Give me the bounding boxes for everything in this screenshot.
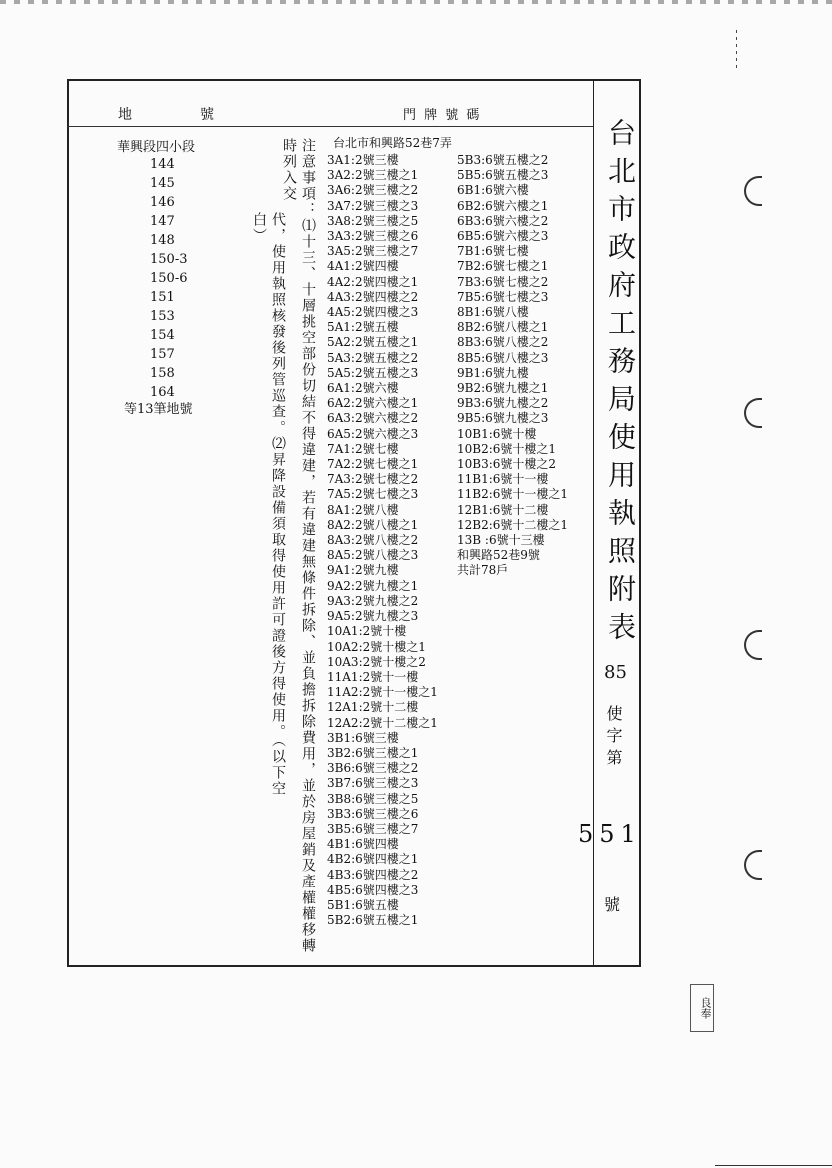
unit-entry: 9A1:2號九樓 bbox=[327, 563, 399, 578]
unit-entry: 4A1:2號四樓 bbox=[327, 259, 399, 274]
unit-entry: 6B5:6號六樓之3 bbox=[457, 229, 549, 244]
lot-number: 153 bbox=[150, 309, 175, 324]
unit-entry: 6B3:6號六樓之2 bbox=[457, 213, 549, 228]
unit-entry: 7A3:2號七樓之2 bbox=[327, 472, 419, 487]
unit-entry: 5B2:6號五樓之1 bbox=[327, 913, 419, 928]
lot-number: 150-3 bbox=[150, 252, 188, 267]
license-suffix: 號 bbox=[604, 895, 621, 914]
unit-entry: 8B2:6號八樓之1 bbox=[457, 320, 549, 335]
unit-entry: 5B5:6號五樓之3 bbox=[457, 168, 549, 183]
scan-edge-marks bbox=[0, 0, 832, 4]
binder-hole-4 bbox=[744, 850, 762, 880]
unit-entry: 12A1:2號十二樓 bbox=[327, 700, 419, 715]
unit-entry: 3A5:2號三樓之7 bbox=[327, 244, 419, 259]
unit-entry: 6A3:2號六樓之2 bbox=[327, 411, 419, 426]
unit-column-b bbox=[457, 153, 568, 579]
unit-entry: 8A2:2號八樓之1 bbox=[327, 517, 419, 532]
unit-entry: 9A5:2號九樓之3 bbox=[327, 609, 419, 624]
unit-entry: 6B2:6號六樓之1 bbox=[457, 198, 549, 213]
unit-entry: 3A2:2號三樓之1 bbox=[327, 168, 419, 183]
unit-entry: 4B2:6號四樓之1 bbox=[327, 852, 419, 867]
unit-entry: 11B2:6號十一樓之1 bbox=[457, 487, 569, 502]
unit-entry: 7A2:2號七樓之1 bbox=[327, 457, 419, 472]
unit-entry: 3B8:6號三樓之5 bbox=[327, 791, 419, 806]
unit-entry: 4A2:2號四樓之1 bbox=[327, 274, 419, 289]
binder-hole-1 bbox=[744, 176, 762, 206]
lot-number: 158 bbox=[150, 366, 175, 381]
header-lot-label-a: 地 bbox=[118, 107, 134, 123]
unit-entry: 10A2:2號十樓之1 bbox=[327, 639, 426, 654]
unit-entry: 3B1:6號三樓 bbox=[327, 730, 399, 745]
unit-entry: 4B5:6號四樓之3 bbox=[327, 882, 419, 897]
unit-entry: 3A8:2號三樓之5 bbox=[327, 213, 419, 228]
page-number: 85 bbox=[604, 662, 627, 683]
header-rule bbox=[67, 126, 593, 127]
unit-entry: 8A3:2號八樓之2 bbox=[327, 533, 419, 548]
unit-entry: 10A3:2號十樓之2 bbox=[327, 654, 426, 669]
unit-entry: 4A5:2號四樓之3 bbox=[327, 305, 419, 320]
header-address-label: 門 牌 號 碼 bbox=[403, 108, 482, 123]
unit-entry: 11B1:6號十一樓 bbox=[457, 472, 549, 487]
unit-entry: 9A2:2號九樓之1 bbox=[327, 578, 419, 593]
unit-entry: 8A5:2號八樓之3 bbox=[327, 548, 419, 563]
unit-entry: 10B3:6號十樓之2 bbox=[457, 457, 557, 472]
unit-entry: 9B2:6號九樓之1 bbox=[457, 381, 549, 396]
unit-entry: 3B6:6號三樓之2 bbox=[327, 761, 419, 776]
unit-entry: 5A2:2號五樓之1 bbox=[327, 335, 419, 350]
unit-entry: 3B5:6號三樓之7 bbox=[327, 821, 419, 836]
scan-dash-mark bbox=[736, 30, 737, 70]
unit-entry: 5A3:2號五樓之2 bbox=[327, 350, 419, 365]
unit-entry: 共計78戶 bbox=[457, 563, 509, 578]
unit-entry: 3B7:6號三樓之3 bbox=[327, 776, 419, 791]
unit-entry: 3A1:2號三樓 bbox=[327, 153, 399, 167]
unit-entry: 8B5:6號八樓之3 bbox=[457, 350, 549, 365]
unit-entry: 3B3:6號三樓之6 bbox=[327, 806, 419, 821]
unit-entry: 7B1:6號七樓 bbox=[457, 244, 529, 259]
lot-number-list bbox=[150, 155, 187, 402]
unit-entry: 7A1:2號七樓 bbox=[327, 441, 399, 456]
lot-number: 145 bbox=[150, 176, 175, 191]
unit-entry: 7B5:6號七樓之3 bbox=[457, 289, 549, 304]
address-header: 台北市和興路52巷7弄 bbox=[333, 136, 452, 150]
unit-entry: 4B1:6號四樓 bbox=[327, 837, 399, 852]
unit-entry: 3B2:6號三樓之1 bbox=[327, 745, 419, 760]
header-lot-label-b: 號 bbox=[200, 107, 216, 123]
unit-entry: 8B3:6號八樓之2 bbox=[457, 335, 549, 350]
lot-number: 150-6 bbox=[150, 271, 188, 286]
document-title: 台北市政府工務局使用執照附表 bbox=[604, 118, 637, 650]
unit-entry: 11A1:2號十一樓 bbox=[327, 669, 419, 684]
unit-entry: 和興路52巷9號 bbox=[457, 548, 540, 563]
unit-entry: 9A3:2號九樓之2 bbox=[327, 593, 419, 608]
license-number: 551 bbox=[578, 820, 642, 848]
lot-total: 等13筆地號 bbox=[124, 402, 193, 417]
unit-entry: 12B1:6號十二樓 bbox=[457, 502, 549, 517]
lot-number: 164 bbox=[150, 385, 175, 400]
license-prefix: 使字第 bbox=[604, 705, 623, 771]
unit-entry: 12A2:2號十二樓之1 bbox=[327, 715, 438, 730]
unit-entry: 9B5:6號九樓之3 bbox=[457, 411, 549, 426]
unit-entry: 11A2:2號十一樓之1 bbox=[327, 685, 438, 700]
unit-entry: 6A5:2號六樓之3 bbox=[327, 426, 419, 441]
lot-number: 147 bbox=[150, 214, 175, 229]
unit-entry: 5B3:6號五樓之2 bbox=[457, 153, 549, 167]
unit-entry: 6A2:2號六樓之1 bbox=[327, 396, 419, 411]
unit-entry: 6B1:6號六樓 bbox=[457, 183, 529, 198]
unit-entry: 5A5:2號五樓之3 bbox=[327, 365, 419, 380]
scan-bottom-line bbox=[715, 1165, 832, 1166]
lot-number: 157 bbox=[150, 347, 175, 362]
approval-stamp: 良奉 bbox=[690, 984, 714, 1032]
binder-hole-3 bbox=[744, 630, 762, 660]
lot-number: 151 bbox=[150, 290, 175, 305]
unit-entry: 4A3:2號四樓之2 bbox=[327, 289, 419, 304]
unit-entry: 6A1:2號六樓 bbox=[327, 381, 399, 396]
unit-entry: 4B3:6號四樓之2 bbox=[327, 867, 419, 882]
unit-entry: 10B2:6號十樓之1 bbox=[457, 441, 557, 456]
notes-line-1: 注意事項：⑴十三、十層挑空部份切結不得違建，若有違建無條件拆除、並負擔拆除費用，並於房屋銷及產權權移轉時列入交 bbox=[281, 138, 316, 954]
unit-entry: 9B1:6號九樓 bbox=[457, 365, 529, 380]
unit-entry: 7B3:6號七樓之2 bbox=[457, 274, 549, 289]
unit-entry: 7A5:2號七樓之3 bbox=[327, 487, 419, 502]
unit-entry: 9B3:6號九樓之2 bbox=[457, 396, 549, 411]
unit-entry: 7B2:6號七樓之1 bbox=[457, 259, 549, 274]
unit-entry: 8A1:2號八樓 bbox=[327, 502, 399, 517]
unit-entry: 8B1:6號八樓 bbox=[457, 305, 529, 320]
lot-number: 144 bbox=[150, 157, 175, 172]
notes-line-2: 代，使用執照核發後列管巡查。⑵昇降設備須取得使用許可證後方得使用。（以下空白） bbox=[251, 212, 286, 797]
unit-entry: 10B1:6號十樓 bbox=[457, 426, 537, 441]
unit-entry: 3A6:2號三樓之2 bbox=[327, 183, 419, 198]
binder-hole-2 bbox=[744, 398, 762, 428]
lot-section: 華興段四小段 bbox=[117, 140, 196, 155]
unit-entry: 12B2:6號十二樓之1 bbox=[457, 517, 569, 532]
unit-entry: 3A3:2號三樓之6 bbox=[327, 229, 419, 244]
lot-number: 148 bbox=[150, 233, 175, 248]
unit-column-a bbox=[327, 153, 438, 928]
unit-entry: 3A7:2號三樓之3 bbox=[327, 198, 419, 213]
unit-entry: 10A1:2號十樓 bbox=[327, 624, 407, 639]
unit-entry: 5A1:2號五樓 bbox=[327, 320, 399, 335]
unit-entry: 5B1:6號五樓 bbox=[327, 897, 399, 912]
lot-number: 146 bbox=[150, 195, 175, 210]
unit-entry: 13B :6號十三樓 bbox=[457, 533, 545, 548]
lot-number: 154 bbox=[150, 328, 175, 343]
